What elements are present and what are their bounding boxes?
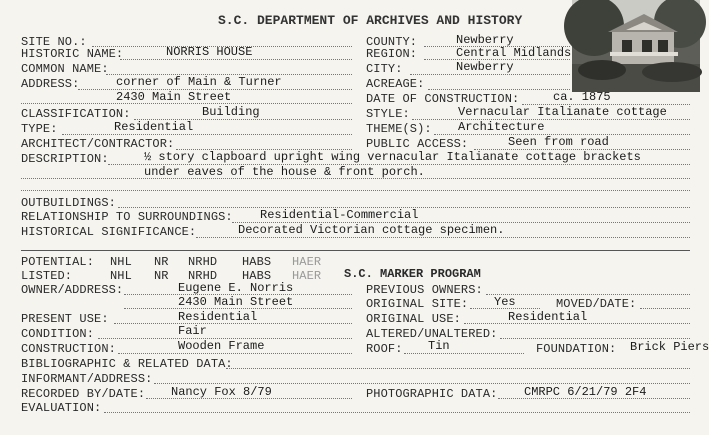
relationship-label: RELATIONSHIP TO SURROUNDINGS: [21, 210, 233, 224]
moved-date-line [640, 308, 690, 309]
foundation-value: Brick Piers [630, 340, 709, 354]
outbuildings-label: OUTBUILDINGS: [21, 196, 116, 210]
owner-name-value: Eugene E. Norris [178, 281, 294, 295]
informant-label: INFORMANT/ADDRESS: [21, 372, 153, 386]
historical-significance-line [196, 237, 690, 238]
original-site-line [470, 308, 540, 309]
form-title: S.C. DEPARTMENT OF ARCHIVES AND HISTORY [218, 13, 523, 28]
style-line [412, 119, 690, 120]
listed-haer: HAER [292, 269, 322, 283]
potential-nhl: NHL [110, 255, 132, 269]
original-use-line [464, 323, 690, 324]
construction-line [118, 353, 352, 354]
description-label: DESCRIPTION: [21, 152, 109, 166]
classification-label: CLASSIFICATION: [21, 107, 131, 121]
listed-nrhd: NRHD [188, 269, 218, 283]
historical-significance-value: Decorated Victorian cottage specimen. [238, 223, 505, 237]
altered-line [500, 338, 690, 339]
description-rule-2 [21, 178, 690, 179]
address-line-2-rule [21, 103, 352, 104]
description-rule-3 [21, 190, 690, 191]
marker-program-heading: S.C. MARKER PROGRAM [344, 267, 481, 281]
type-label: TYPE: [21, 122, 58, 136]
city-value: Newberry [456, 60, 514, 74]
listed-nhl: NHL [110, 269, 132, 283]
construction-value: Wooden Frame [178, 339, 265, 353]
type-value: Residential [114, 120, 194, 134]
present-use-label: PRESENT USE: [21, 312, 109, 326]
potential-nr: NR [154, 255, 169, 269]
present-use-line [114, 323, 352, 324]
public-access-label: PUBLIC ACCESS: [366, 137, 469, 151]
bibliographic-label: BIBLIOGRAPHIC & RELATED DATA: [21, 357, 233, 371]
city-line [410, 74, 570, 75]
house-photo-image [572, 0, 700, 92]
moved-date-label: MOVED/DATE: [556, 297, 637, 311]
roof-label: ROOF: [366, 342, 403, 356]
original-site-label: ORIGINAL SITE: [366, 297, 469, 311]
original-site-value: Yes [494, 295, 516, 309]
recorded-by-label: RECORDED BY/DATE: [21, 387, 146, 401]
house-photo [572, 0, 700, 92]
acreage-label: ACREAGE: [366, 77, 425, 91]
informant-line [154, 383, 690, 384]
themes-value: Architecture [458, 120, 545, 134]
condition-value: Fair [178, 324, 207, 338]
listed-nr: NR [154, 269, 169, 283]
region-value: Central Midlands [456, 46, 572, 60]
altered-label: ALTERED/UNALTERED: [366, 327, 498, 341]
bibliographic-line [226, 368, 690, 369]
recorded-by-value: Nancy Fox 8/79 [171, 385, 272, 399]
relationship-value: Residential-Commercial [260, 208, 419, 222]
construction-label: CONSTRUCTION: [21, 342, 116, 356]
recorded-by-line [146, 398, 352, 399]
evaluation-label: EVALUATION: [21, 401, 102, 415]
potential-nrhd: NRHD [188, 255, 218, 269]
foundation-label: FOUNDATION: [536, 342, 617, 356]
date-of-construction-label: DATE OF CONSTRUCTION: [366, 92, 520, 106]
type-line [62, 134, 352, 135]
original-use-label: ORIGINAL USE: [366, 312, 461, 326]
region-label: REGION: [366, 47, 418, 61]
listed-habs: HABS [242, 269, 272, 283]
owner-address-value: 2430 Main Street [178, 295, 294, 309]
section-divider [21, 250, 690, 251]
style-label: STYLE: [366, 107, 410, 121]
previous-owners-label: PREVIOUS OWNERS: [366, 283, 483, 297]
site-no-label: SITE NO.: [21, 35, 87, 49]
style-value: Vernacular Italianate cottage [458, 105, 667, 119]
description-line-2: under eaves of the house & front porch. [144, 165, 425, 179]
evaluation-line [104, 412, 690, 413]
address-line-2: 2430 Main Street [116, 90, 232, 104]
roof-value: Tin [428, 339, 450, 353]
previous-owners-line [486, 294, 690, 295]
common-name-label: COMMON NAME: [21, 62, 109, 76]
condition-label: CONDITION: [21, 327, 95, 341]
acreage-line [428, 89, 570, 90]
listed-label: LISTED: [21, 269, 73, 283]
potential-haer: HAER [292, 255, 322, 269]
architect-label: ARCHITECT/CONTRACTOR: [21, 137, 175, 151]
county-label: COUNTY: [366, 35, 418, 49]
county-value: Newberry [456, 33, 514, 47]
owner-address-line [124, 308, 352, 309]
roof-line [404, 353, 524, 354]
photographic-data-label: PHOTOGRAPHIC DATA: [366, 387, 498, 401]
potential-habs: HABS [242, 255, 272, 269]
address-label: ADDRESS: [21, 77, 80, 91]
potential-label: POTENTIAL: [21, 255, 95, 269]
photographic-data-value: CMRPC 6/21/79 2F4 [524, 385, 647, 399]
owner-address-label: OWNER/ADDRESS: [21, 283, 124, 297]
photographic-data-line [498, 398, 690, 399]
classification-value: Building [202, 105, 260, 119]
historical-significance-label: HISTORICAL SIGNIFICANCE: [21, 225, 197, 239]
address-line-1: corner of Main & Turner [116, 75, 282, 89]
city-label: CITY: [366, 62, 403, 76]
date-of-construction-value: ca. 1875 [553, 90, 611, 104]
public-access-value: Seen from road [508, 135, 609, 149]
present-use-value: Residential [178, 310, 258, 324]
description-line-1: ½ story clapboard upright wing vernacular Italianate cottage brackets [144, 150, 641, 164]
themes-label: THEME(S): [366, 122, 432, 136]
historic-name-value: NORRIS HOUSE [166, 45, 253, 59]
original-use-value: Residential [508, 310, 588, 324]
historic-name-label: HISTORIC NAME: [21, 47, 124, 61]
historic-name-line [120, 59, 352, 60]
